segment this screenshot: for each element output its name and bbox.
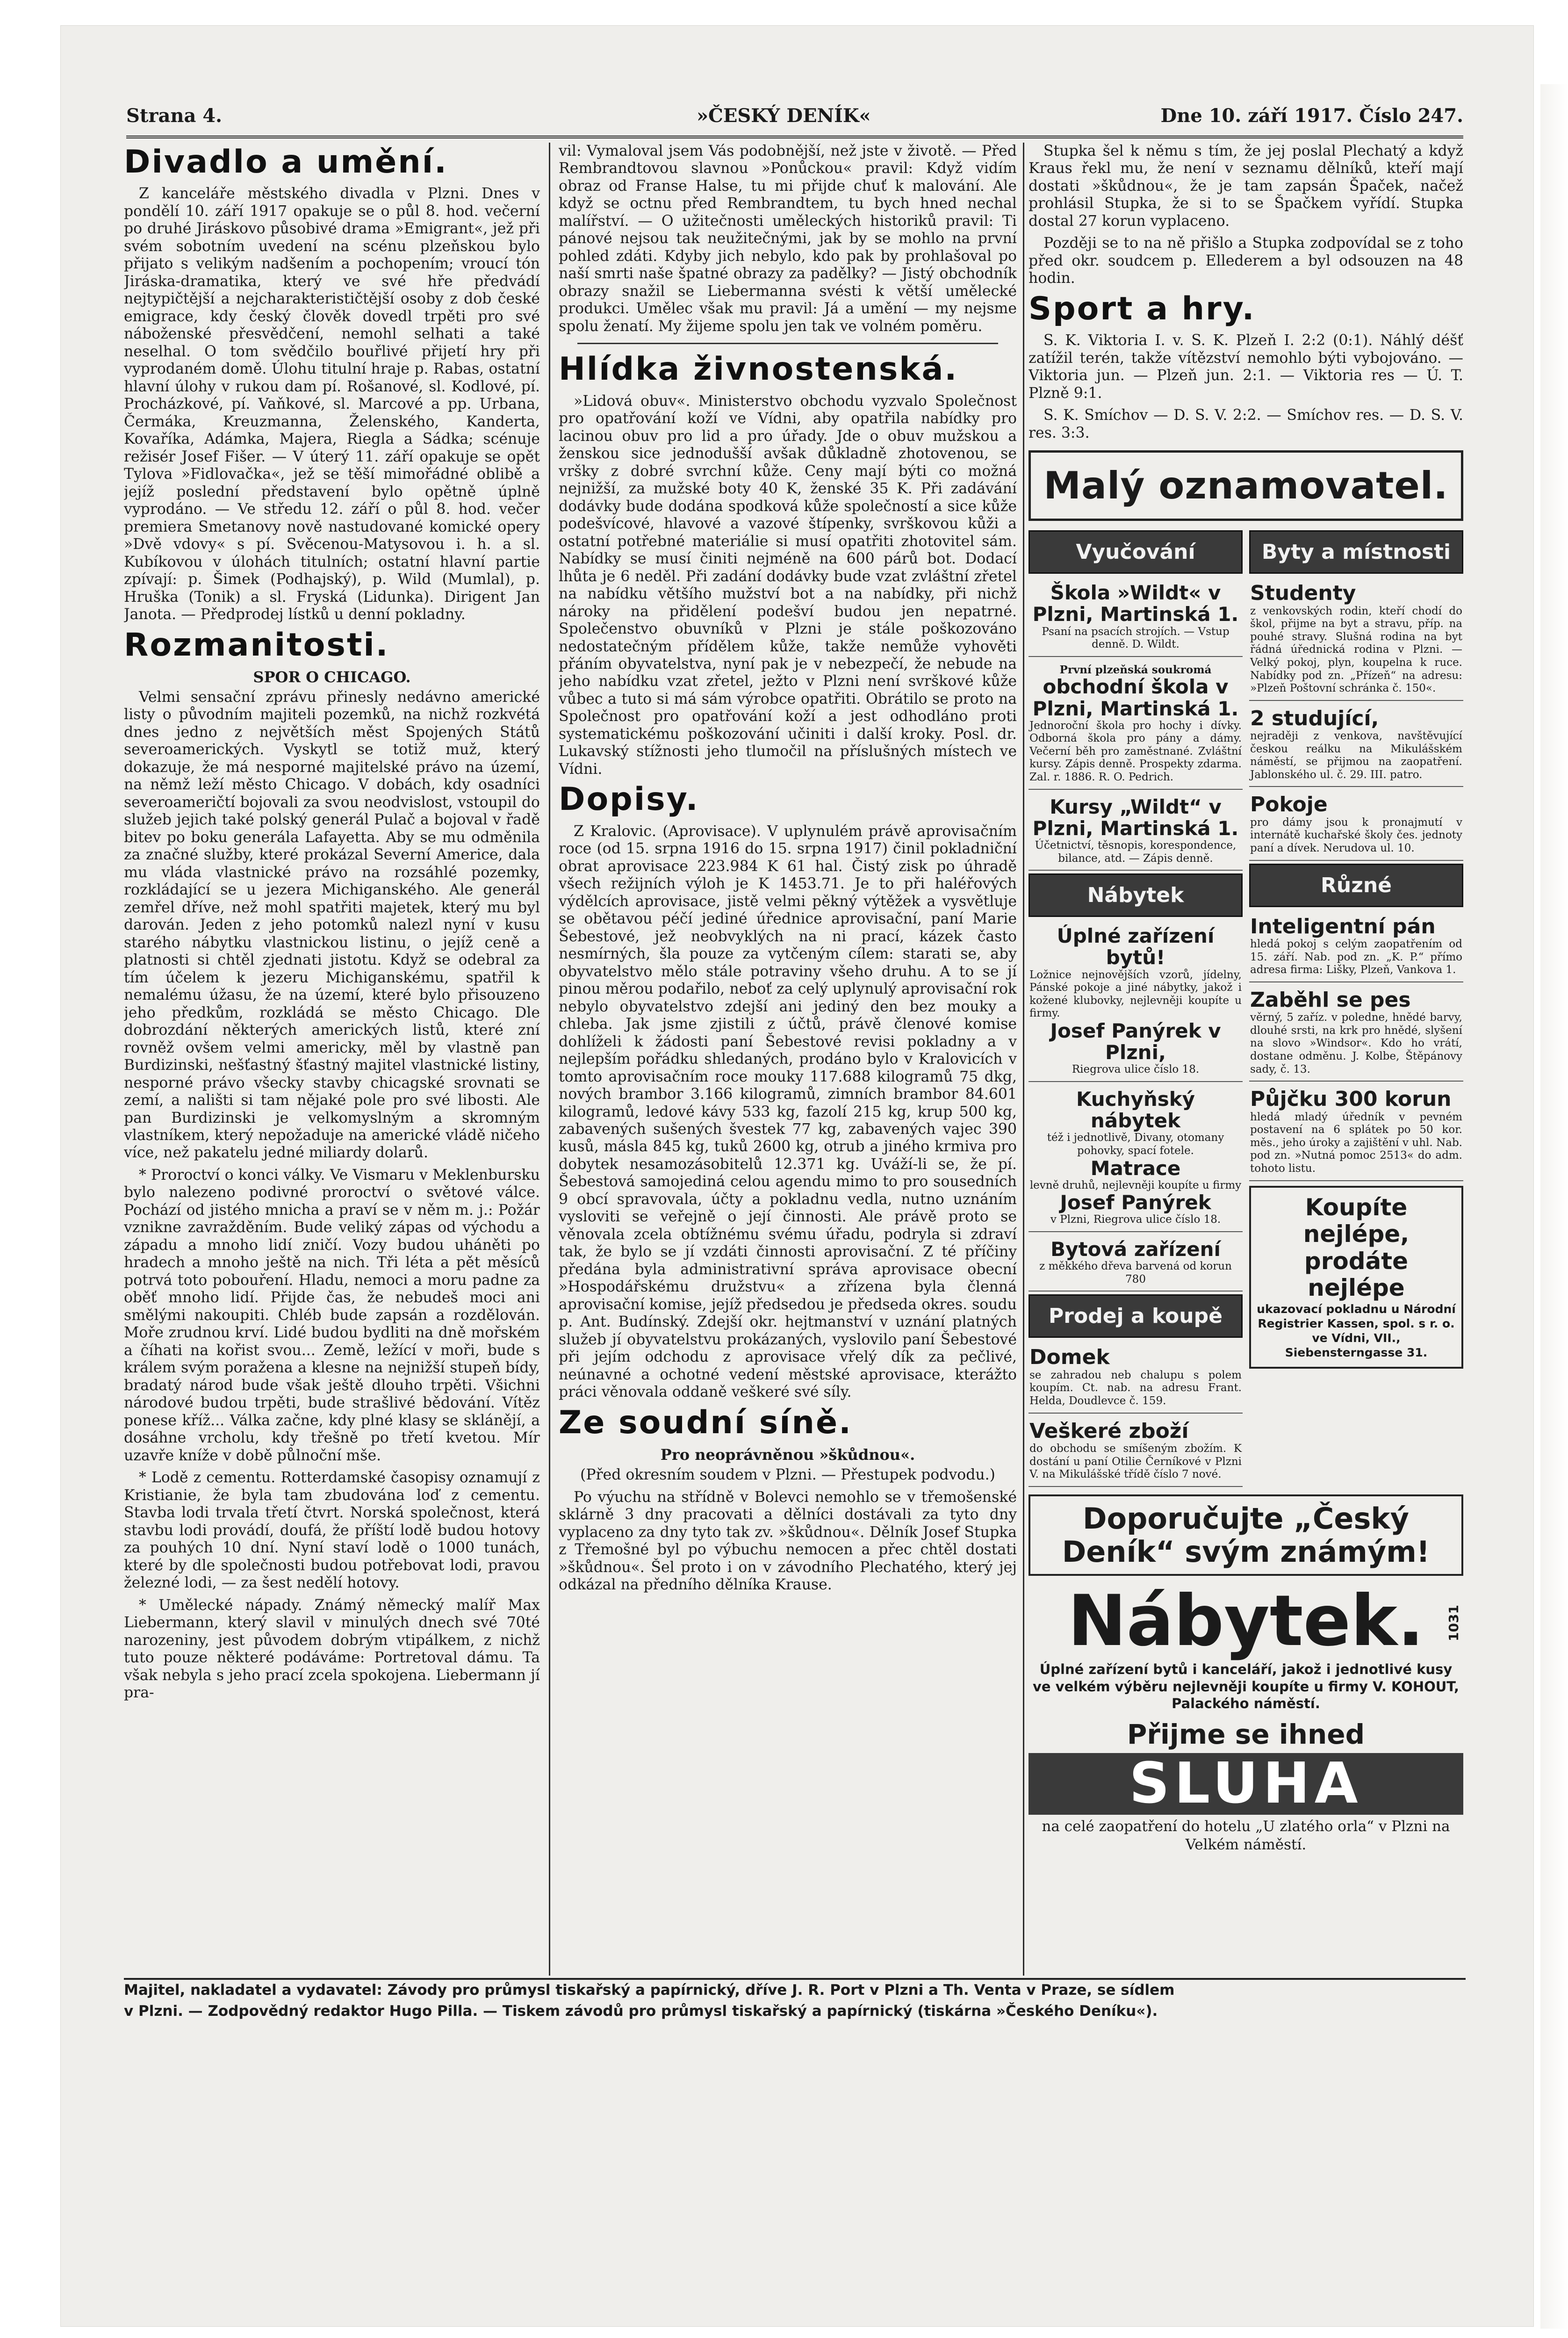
imprint-footer <box>124 1978 1466 2036</box>
classifieds-title: Malý oznamovatel. <box>1029 450 1463 521</box>
classifieds-left <box>1029 527 1243 1490</box>
article-sport-2: S. K. Smíchov — D. S. V. 2:2. — Smíchov res. — D. S. V. res. 3:3. <box>1029 407 1463 441</box>
article-napady: * Umělecké nápady. Známý německý malíř Max Liebermann, který slavil v minulých dnech své 70té narozeniny, jest původem dobrým vtipálkem, z nichž tuto pouze některé podáváme: Portretoval dámu. Ta však nebyla s jeho prací zcela spokojena. Liebermann jí pra- <box>124 1596 540 1702</box>
ad-firm: Josef Panýrek v Plzni, <box>1050 1019 1221 1064</box>
ad-title: obchodní škola v Plzni, Martinská 1. <box>1032 675 1239 720</box>
section-title-sport: Sport a hry. <box>1029 290 1256 327</box>
ad-pokoje <box>1249 790 1463 860</box>
ad-title: Veškeré zboží <box>1029 1419 1189 1443</box>
ad-address: v Plzni, Riegrova ulice číslo 18. <box>1050 1213 1221 1226</box>
article-lode: * Lodě z cementu. Rotterdamské časopisy oznamují z Kristianie, že byla tam zbudována loď z cementu. Stavba lodi trvala třetí čtvrt. Norská společnost, která stavbu lodi provádí, doufá, že příští lodě budou hotovy za pouhých 10 dní. Nyní staví lodě o 1000 tunách, které by dle společnosti budou potřebovat lodi, pravou železné lodi, — za šest nedělí hotovy. <box>124 1469 540 1592</box>
ad-nabytek-headline: Nábytek. <box>1067 1580 1424 1662</box>
tile-vyucovani: Vyučování <box>1029 530 1243 574</box>
section-title-dopisy: Dopisy. <box>559 781 699 818</box>
tile-byty-mistnosti: Byty a místnosti <box>1249 530 1463 574</box>
ad-pujcka <box>1249 1084 1463 1181</box>
ad-text: se zahradou neb chalupu s polem koupím. Ct. nab. na adresu Frant. Helda, Doudlevce č. 159. <box>1029 1369 1242 1407</box>
article-sport-1: S. K. Viktoria I. v. S. K. Plzeň I. 2:2 (0:1). Náhlý déšť zatížil terén, takže vítězství nemohlo býti vybojováno. — Viktoria jun. — Plzeň jun. 2:1. — Viktoria res — Ú. T. Plzně 9:1. <box>1029 332 1463 402</box>
ad-prijme-se: Přijme se ihned <box>1127 1718 1365 1751</box>
section-title-rozmanitosti: Rozmanitosti. <box>124 626 389 664</box>
ad-kuchynsky-nabytek <box>1029 1085 1243 1232</box>
ad-text: též i jednotlivě, Divany, otomany pohovky, spací fotele. <box>1047 1132 1224 1157</box>
running-header <box>126 98 1463 138</box>
ad-title: Koupíte nejlépe, prodáte nejlépe <box>1303 1193 1410 1302</box>
ad-pretitle: První plzeňská soukromá <box>1059 663 1212 676</box>
ad-text: hledá pokoj s celým zaopatřením od 15. září. Nab. pod zn. „K. P.“ přímo adresa firma: Lišky, Plzeň, Vankova 1. <box>1250 938 1462 976</box>
ad-nabytek-text: Úplné zařízení bytů i kanceláří, jakož i jednotlivé kusy ve velkém výběru nejlevněji koupíte u firmy V. KOHOUT, Palackého náměstí. <box>1033 1661 1459 1711</box>
article-skudna: Po výuchu na střídně v Bolevci nemohlo se v třemošenské sklárně 3 dny pracovati a dělníci dostávali za tyto dny vyplaceno za dny tyto tak zv. »škůdnou«. Dělník Josef Stupka z Třemošné byl po výbuchu nemocen a přec chtěl dostati »škůdnou«. Šel proto i on v závodního Plechatého, který jej odkázal na předního dělníka Krause. <box>559 1488 1017 1594</box>
ad-text: ukazovací pokladnu u Národní Registrier Kassen, spol. s r. o. ve Vídni, VII., Siebensterngasse 31. <box>1257 1302 1456 1360</box>
imprint-line-1: Majitel, nakladatel a vydavatel: Závody pro průmysl tiskařský a papírnický, dříve J. R. Port v Plzni a Th. Venta v Praze, se sídlem <box>124 1982 1175 1999</box>
ad-text: z venkovských rodin, kteří chodí do škol, přijme na byt a stravu, příp. na pouhé stravy. Slušná rodina na byt řádná úřednická rodina v Plzni. — Velký pokoj, plyn, koupelna k ruce. Nabídky pod zn. „Přízeň“ na adresu: »Plzeň Poštovní schránka č. 150«. <box>1250 605 1462 695</box>
article-proroctvi: * Proroctví o konci války. Ve Vismaru v Meklenbursku bylo nalezeno podivné proroctví o světové válce. Pochází od jistého mnicha a praví se v něm m. j.: Požár vznikne zavražděním. Bude veliký zápas od východu a západu a mnoho lidí zničí. Vozy budou uháněti po hradech a mnoho ještě na nich. Tři léta a pět měsíců potrvá toto pobouření. Hladu, nemoci a moru padne za oběť mnoho lidí. Přijde čas, že nebudeš moci ani smělými nakoupiti. Chléb bude zapsán a rozdělován. Moře zrudnou krví. Lidé budou bydliti na dně mořském a číhati na kořist svou... Země, ležící v moři, bude s králem svým poražena a klesne na nejnižší stupeň bídy, bradatý národ bude však ještě dlouho trpěti. Všichni národové budou trpěti, bude strašlivé bědování. Vítěz ponese kříž... Válka začne, kdy plné klasy se sklánějí, a dosáhne vrcholu, kdy třešně po třetí kvetou. Mír uzavře kníže v době půlnoční mše. <box>124 1166 540 1464</box>
section-title-hlidka: Hlídka živnostenská. <box>559 351 958 388</box>
article-chicago: Velmi sensační zprávu přinesly nedávno americké listy o původním majiteli pozemků, na nichž rozkvétá dnes jedno z největších měst Spojených Států severoamerických. Vyskytl se totiž muž, který dokazuje, že má nesporné majitelské právo na území, na němž leží město Chicago. V dobách, kdy osadníci severoameričtí bojovali za svou neodvislost, vstoupil do služeb jejich také polský generál Pulač a bojoval v řadě bitev po boku generála Lafayetta. Aby se mu odměnila za značné služby, které prokázal Severní Americe, dala mu vláda vlastnické právo na rozsáhlé pozemky, rozkládající se u jezera Michiganského. Ale generál zemřel dříve, než mohl spatřiti majetek, který mu byl darován. Jeden z jeho potomků nalezl nyní v kusu starého nábytku vlastnickou listinu, o jejíž ceně a platnosti si chtěl zjednati jistotu. Když se odebral za tím účelem k jezeru Michiganskému, spatřil k nemalému úžasu, že na území, které bylo přisouzeno jeho předkům, rozkládá se město Chicago. Dle dobrozdání některých amerických listů, které zní rovněž ovšem velmi americky, měl by vlastně pan Burdizinski, nešťastný šťastný majitel vlastnické listiny, nesporné právo všecky stavby chicagské srovnati se zemí, a nališti si tam nějaké pole pro své libosti. Ale pan Burdizinski je velkomyslným a skromným vlastníkem, který nepožaduje na americké vládě ničeho více, než pakatelu jedné miliardy dolarů. <box>124 688 540 1162</box>
article-divadlo: Z kanceláře městského divadla v Plzni. Dnes v pondělí 10. září 1917 opakuje se o půl 8. hod. večerní po druhé Jiráskovo působivé drama »Emigrant«, jež při svém sobotním uvedení na scénu plzeňskou bylo přijato s velikým nadšením a pochopením; vroucí tón Jiráska-dramatika, který ve své hře předvádí nejtypičtější a nejcharakterističtější osoby z dob české emigrace, kdy český člověk dovedl trpěti pro své náboženské přesvědčení, nemohl selhati a také neselhal. O tom svědčilo bouřlivé přijetí hry při vyprodaném domě. Úlohu titulní hraje p. Rabas, ostatní hlavní úlohy v rukou dam pí. Rošanové, sl. Kodlové, pí. Procházkové, pí. Vaňkové, sl. Marcové a pp. Urbana, Čermáka, Kreuzmanna, Želenského, Kanderta, Kovaříka, Adámka, Majera, Riegla a Sádka; scénuje režisér Josef Fišer. — V úterý 11. září opakuje se opět Tylova »Fidlovačka«, jež se těší mimořádné oblibě a jejíž poslední představení bylo opětně úplně vyprodáno. — Ve středu 12. září o půl 8. hod. večer premiera Smetanovy nově nastudované komické opery »Dvě vdovy« s pí. Svěcenou-Matysovou i. h. a sl. Kubíkovou v úlohách titulních; ostatní hlavní partie zpívají: p. Šimek (Podhajský), p. Wild (Mumlal), p. Hruška (Tonik) a sl. Fryská (Lidunka). Dirigent Jan Janota. — Předprodej lístků u denní pokladny. <box>124 185 540 623</box>
article-napady-cont: vil: Vymaloval jsem Vás podobnější, než jste v životě. — Před Rembrandtovou slavnou »Ponůckou« pravil: Když vidím obraz od Franse Halse, tu mi přijde chuť k malování. Ale když se octnu před Rembrandtem, tu bych hned nechal malířství. — O užitečnosti uměleckých historiků pravil: Ti pánové nejsou tak neužitečnými, jak by se mohlo na první pohled zdáti. Kdyby jich nebylo, kdo pak by prohlašoval po naší smrti naše špatné obrazy za padělky? — Jistý obchodník obrazy snažil se Liebermanna svésti k větší umělecké produkci. Umělec však mu pravil: Já a umění — my nejsme spolu ženatí. My žijeme spolu jen tak ve volném poměru. <box>559 143 1017 335</box>
article-subtitle-skudna: Pro neoprávněnou »škůdnou«. <box>660 1446 915 1464</box>
ad-obchodni-skola <box>1029 660 1243 790</box>
article-subtitle-chicago: SPOR O CHICAGO. <box>253 668 411 686</box>
ad-title: 2 studující, <box>1250 706 1379 730</box>
tile-nabytek: Nábytek <box>1029 873 1243 917</box>
ad-title: Pokoje <box>1250 793 1328 817</box>
ad-text: pro dámy jsou k pronajmutí v internátě kuchařské školy čes. jednoty paní a dívek. Nerudova ul. 10. <box>1250 816 1462 855</box>
column-rule <box>1023 143 1024 1976</box>
ad-veskere-zbozi <box>1029 1416 1243 1487</box>
ad-zarizeni-bytu <box>1029 922 1243 1082</box>
ad-koupite-nejlepe <box>1249 1186 1463 1369</box>
ad-title: Inteligentní pán <box>1250 914 1436 938</box>
ad-firm: Josef Panýrek <box>1060 1191 1211 1214</box>
ad-sluha-text: na celé zaopatření do hotelu „U zlatého orla“ v Plzni na Velkém náměstí. <box>1042 1818 1450 1853</box>
separator <box>577 343 998 344</box>
ad-domek <box>1029 1342 1243 1413</box>
column-3 <box>1029 143 1463 2060</box>
ad-2-studujici <box>1249 704 1463 787</box>
ad-title: Kuchyňský nábytek <box>1076 1087 1195 1133</box>
ad-text: nejraději z venkova, navštěvující českou reálku na Mikulášském náměstí, se přijmou na zaopatření. Jablonského ul. č. 29. III. patro. <box>1250 730 1462 781</box>
tile-ruzne: Různé <box>1249 864 1463 907</box>
tile-prodej-koupe: Prodej a koupě <box>1029 1294 1243 1338</box>
ad-bytova-zarizeni <box>1029 1235 1243 1292</box>
ad-title: Škola »Wildt« v Plzni, Martinská 1. <box>1032 581 1239 626</box>
ad-title: Matrace <box>1090 1156 1181 1180</box>
section-title-divadlo: Divadlo a umění. <box>124 144 448 180</box>
ad-text: Ložnice nejnovějších vzorů, jídelny, Pánské pokoje a jiné nábytky, jakož i kožené klubovky, nejlevněji koupíte u firmy. <box>1029 968 1242 1020</box>
ad-text: hledá mladý úředník v pevném postavení na 6 splátek po 50 kor. měs., jeho úroky a zajištění v uhl. Nab. pod zn. »Nutná pomoc 2513« do adm. tohoto listu. <box>1250 1111 1462 1175</box>
ad-doporucujte: Doporučujte „Český Deník“ svým známým! <box>1029 1494 1463 1576</box>
ad-title: Domek <box>1029 1345 1110 1370</box>
ad-title: Kursy „Wildt“ v Plzni, Martinská 1. <box>1032 795 1239 840</box>
ad-nabytek-title <box>1029 1580 1463 1662</box>
ad-inteligentni-pan <box>1249 912 1463 982</box>
classifieds-right <box>1249 527 1463 1490</box>
ad-text: levně druhů, nejlevněji koupíte u firmy <box>1029 1179 1242 1191</box>
page-number: Strana 4. <box>126 105 223 127</box>
ad-zabehl-pes <box>1249 985 1463 1082</box>
ad-sluha: SLUHA <box>1029 1753 1463 1815</box>
ad-title: Bytová zařízení <box>1050 1238 1221 1261</box>
article-skudna-verdict: Později se to na ně přišlo a Stupka zodpovídal se z toho před okr. soudcem p. Ellederem a byl odsouzen na 48 hodin. <box>1029 235 1463 287</box>
next-page-edge <box>1540 84 1568 2329</box>
article-kralovice: Z Kralovic. (Aprovisace). V uplynulém právě aprovisačním roce (od 15. srpna 1916 do 15. srpna 1917) činil pokladniční obrat aprovisace 223.984 K 61 hal. Čistý zisk po úhradě všech režijních výloh je K 1453.71. Je to při haléřových výdělcích aprovisace, jistě velmi pěkný výtěžek a vysvětluje se obětavou péčí jediné úřednice aprovisační, paní Marie Šebestové, jež neobvyklých na ni prací, kázek často nesmírných, šla pouze za vytčeným cílem: starati se, aby obyvatelstvo mělo stále potraviny všeho druhu. A to se jí pinou měrou podařilo, neboť za celý uplynulý aprovisační rok nebylo obyvatelstvo zdejší ani jediný den bez mouky a chleba. Jak jsme zjistili z účtů, právě členové komise dohlíželi k žádosti paní Šebestové revisi pokladny a v nejlepším pořádku shledaných, prodáno bylo v Kralovicích v tomto aprovisačním roce mouky 117.688 kilogramů 75 dkg, nových brambor 3.166 kilogramů, zimních brambor 84.601 kilogramů, ledové kávy 533 kg, fazolí 215 kg, krup 500 kg, zabavených sušených švestek 77 kg, zabavených vajec 390 kusů, másla 845 kg, tuků 2600 kg, otrub a jiného krmiva pro dobytek nesamozásobitelů 12.371 kg. Uváží-li se, že pí. Šebestová samojediná celou agendu mimo to pro sousedních 9 obcí spravovala, účty a pokladnu vedla, nutno uznáním vysloviti se veřejně o její činnosti. Ale právě proto se věnovala zcela obtížnému svému úřadu, podryla si zdraví tak, že bylo se jí vzdáti činnosti aprovisační. Z té příčiny předána byla administrativní správa aprovisace obecní »Hospodářskému družstvu« a zřízena byla členná aprovisační komise, jejíž předsedou je předseda okres. soudu p. Ant. Budínský. Zdejší okr. hejtmanství v uznání platných služeb jí obyvatelstvu prokázaných, vyslovilo paní Šebestové při jejím odchodu z aprovisace vřelý dík za pečlivé, neúnavné a ochotné vedení městské aprovisace, kterážto práci věnovala oddaně veškeré své síly. <box>559 823 1017 1401</box>
article-skudna-cont: Stupka šel k němu s tím, že jej poslal Plechatý a když Kraus řekl mu, že není v seznamu dělníků, kteří mají dostati »škůdnou«, že je tam zapsán Špaček, načež prohlásil Stupka, že si to se Špačkem vyřídí. Stupka dostal 27 korun vyplaceno. <box>1029 143 1463 230</box>
ad-title: Studenty <box>1250 581 1356 606</box>
ad-skola-wildt <box>1029 578 1243 657</box>
issue-date: Dne 10. září 1917. Číslo 247. <box>1160 105 1463 127</box>
ad-number: 1031 <box>1446 1605 1461 1642</box>
article-court-note: (Před okresním soudem v Plzni. — Přestupek podvodu.) <box>580 1466 995 1484</box>
ad-title: Zaběhl se pes <box>1250 988 1411 1012</box>
ad-text: Účetnictví, těsnopis, korespondence, bilance, atd. — Zápis denně. <box>1035 839 1237 865</box>
imprint-line-2: v Plzni. — Zodpovědný redaktor Hugo Pilla. — Tiskem závodů pro průmysl tiskařský a papírnický (tiskárna »Českého Deníku«). <box>124 2002 1158 2020</box>
ad-text: Jednoroční škola pro hochy i dívky. Odborná škola pro pány a dámy. Večerní běh pro zaměstnané. Zvláštní kursy. Zápis denně. Prospekty zdarma. Zal. r. 1886. R. O. Pedrich. <box>1029 719 1242 784</box>
ad-text: do obchodu se smíšeným zbožím. K dostání u paní Otilie Černíkové v Plzni V. na Mikulášské třídě číslo 7 nové. <box>1029 1443 1242 1481</box>
column-2 <box>559 143 1017 2013</box>
classifieds-grid <box>1029 527 1463 1490</box>
column-1 <box>124 143 540 1971</box>
ad-text: z měkkého dřeva barvená od korun 780 <box>1039 1260 1232 1285</box>
newspaper-title: »ČESKÝ DENÍK« <box>697 105 871 127</box>
ad-kursy-wildt <box>1029 793 1243 871</box>
section-title-soud: Ze soudní síně. <box>559 1404 852 1441</box>
article-lidova-obuv: »Lidová obuv«. Ministerstvo obchodu vyzvalo Společnost pro opatřování koží ve Vídni, aby opatřila nabídky pro lacinou obuv pro lid a pro úřady. Jde o obuv mužskou a ženskou sice jednodušší avšak důkladně zhotovenou, se vršky z dobré svrchní kůže. Ceny mají býti co možná nejnižší, za mužské boty 40 K, ženské 35 K. Při zadávání dodávky bude dodána spodková kůže společností a sice kůže podešvícové, hlavové a vazové štípenky, svrškovou kůži a ostatní potřebné materiálie si musí opatřiti zhotovitel sám. Nabídky se musí činiti nejméně na 600 párů bot. Dodací lhůta je 6 neděl. Při zadání dodávky bude vzat zvláštní zřetel na nabídku většího mužství bot a na nabídky, při nichž nároky na přidělení podešví budou jen nepatrné. Společenstvo obuvníků v Plzni je stále poškozováno nedostatečným přídělem kůže, takže nemůže vyhověti přáním obyvatelstva, nyní pak je v nebezpečí, že nebude na jeho nabídku vzat zřetel, ježto v Plzni není svrškové kůže vůbec a tuto si má sám výrobce opatřiti. Obrátilo se proto na Společnost pro opatřování koží a jest odhodláno proti systematickému poškozování učiniti i další kroky. Posl. dr. Lukavský stížnosti jeho tlumočil na příslušných místech ve Vídni. <box>559 392 1017 778</box>
ad-title: Půjčku 300 korun <box>1250 1087 1452 1111</box>
ad-studenty <box>1249 578 1463 701</box>
ad-text: věrný, 5 zaříz. v poledne, hnědé barvy, dlouhé srsti, na krk pro hnědé, slyšení na slovo »Windsor«. Kdo ho vrátí, dostane odměnu. J. Kolbe, Štěpánovy sady, č. 13. <box>1250 1011 1462 1075</box>
column-rule <box>549 143 550 1976</box>
ad-address: Riegrova ulice číslo 18. <box>1072 1063 1200 1076</box>
ad-text: Psaní na psacích strojích. — Vstup denně. D. Wildt. <box>1042 625 1230 651</box>
ad-title: Úplné zařízení bytů! <box>1057 924 1215 969</box>
